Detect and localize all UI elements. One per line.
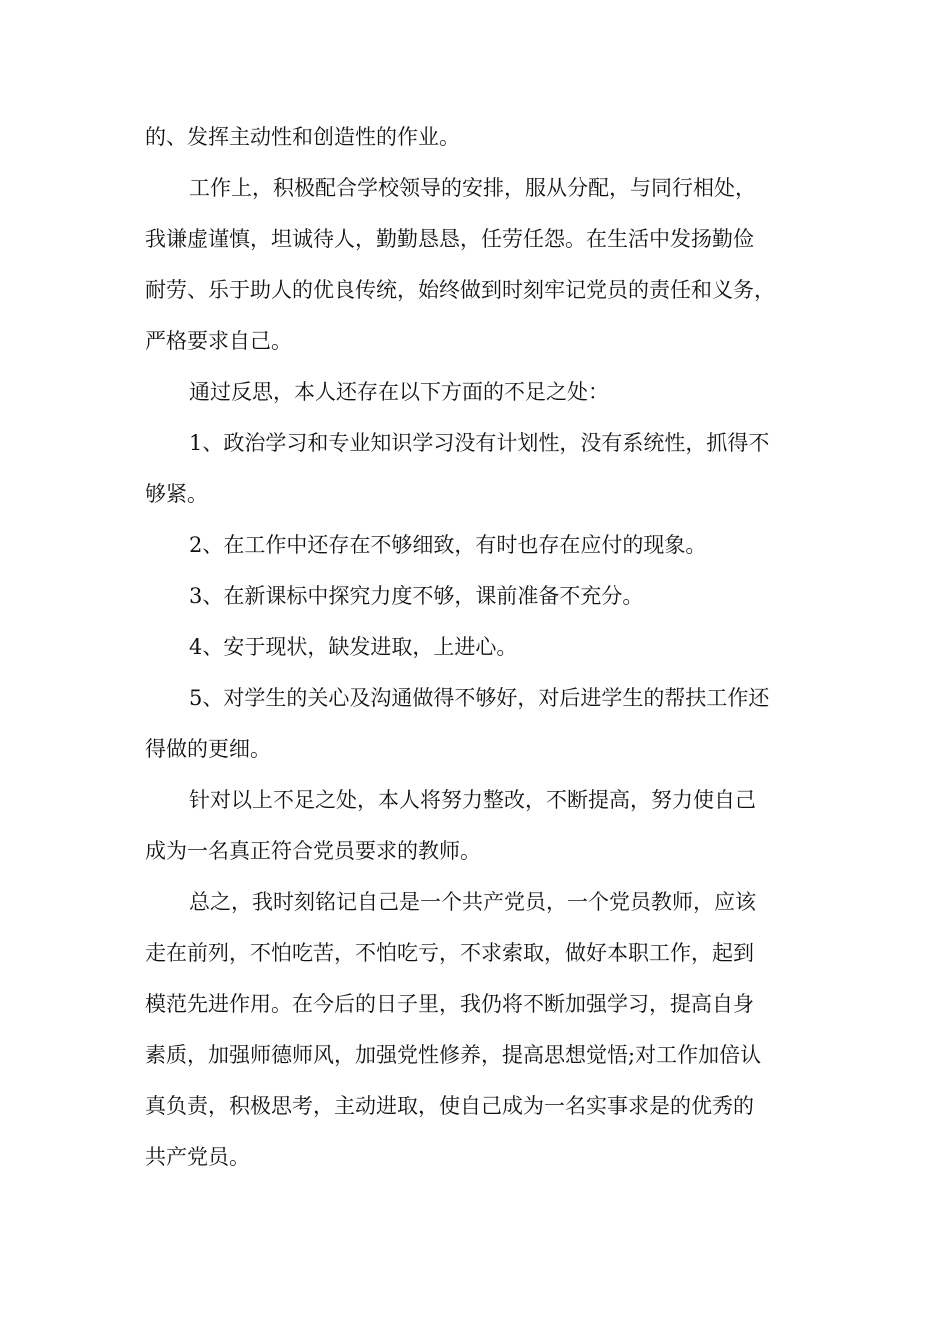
text-line: 够紧。 [145, 482, 208, 506]
text-line: 针对以上不足之处，本人将努力整改，不断提高，努力使自己 [189, 788, 756, 812]
text-line: 5、对学生的关心及沟通做得不够好，对后进学生的帮扶工作还 [189, 686, 770, 710]
text-line: 4、安于现状，缺发进取，上进心。 [189, 635, 518, 659]
text-line: 素质，加强师德师风，加强党性修养，提高思想觉悟;对工作加倍认 [145, 1043, 762, 1067]
text-line: 严格要求自己。 [145, 329, 292, 353]
text-line: 1、政治学习和专业知识学习没有计划性，没有系统性，抓得不 [189, 431, 770, 455]
text-line: 我谦虚谨慎，坦诚待人，勤勤恳恳，任劳任怨。在生活中发扬勤俭 [145, 227, 754, 251]
text-line: 模范先进作用。在今后的日子里，我仍将不断加强学习，提高自身 [145, 992, 754, 1016]
document-body [145, 112, 810, 1183]
text-line: 共产党员。 [145, 1145, 250, 1169]
text-line: 2、在工作中还存在不够细致，有时也存在应付的现象。 [189, 533, 707, 557]
text-line: 真负责，积极思考，主动进取，使自己成为一名实事求是的优秀的 [145, 1094, 754, 1118]
text-line: 工作上，积极配合学校领导的安排，服从分配，与同行相处， [189, 176, 756, 200]
text-line: 的、发挥主动性和创造性的作业。 [145, 125, 460, 149]
text-line: 耐劳、乐于助人的优良传统，始终做到时刻牢记党员的责任和义务， [145, 278, 775, 302]
text-line: 成为一名真正符合党员要求的教师。 [145, 839, 481, 863]
text-line: 走在前列，不怕吃苦，不怕吃亏，不求索取，做好本职工作，起到 [145, 941, 754, 965]
text-line: 3、在新课标中探究力度不够，课前准备不充分。 [189, 584, 644, 608]
text-line: 总之，我时刻铭记自己是一个共产党员，一个党员教师，应该 [189, 890, 756, 914]
text-line: 得做的更细。 [145, 737, 271, 761]
text-line: 通过反思，本人还存在以下方面的不足之处： [189, 380, 609, 404]
